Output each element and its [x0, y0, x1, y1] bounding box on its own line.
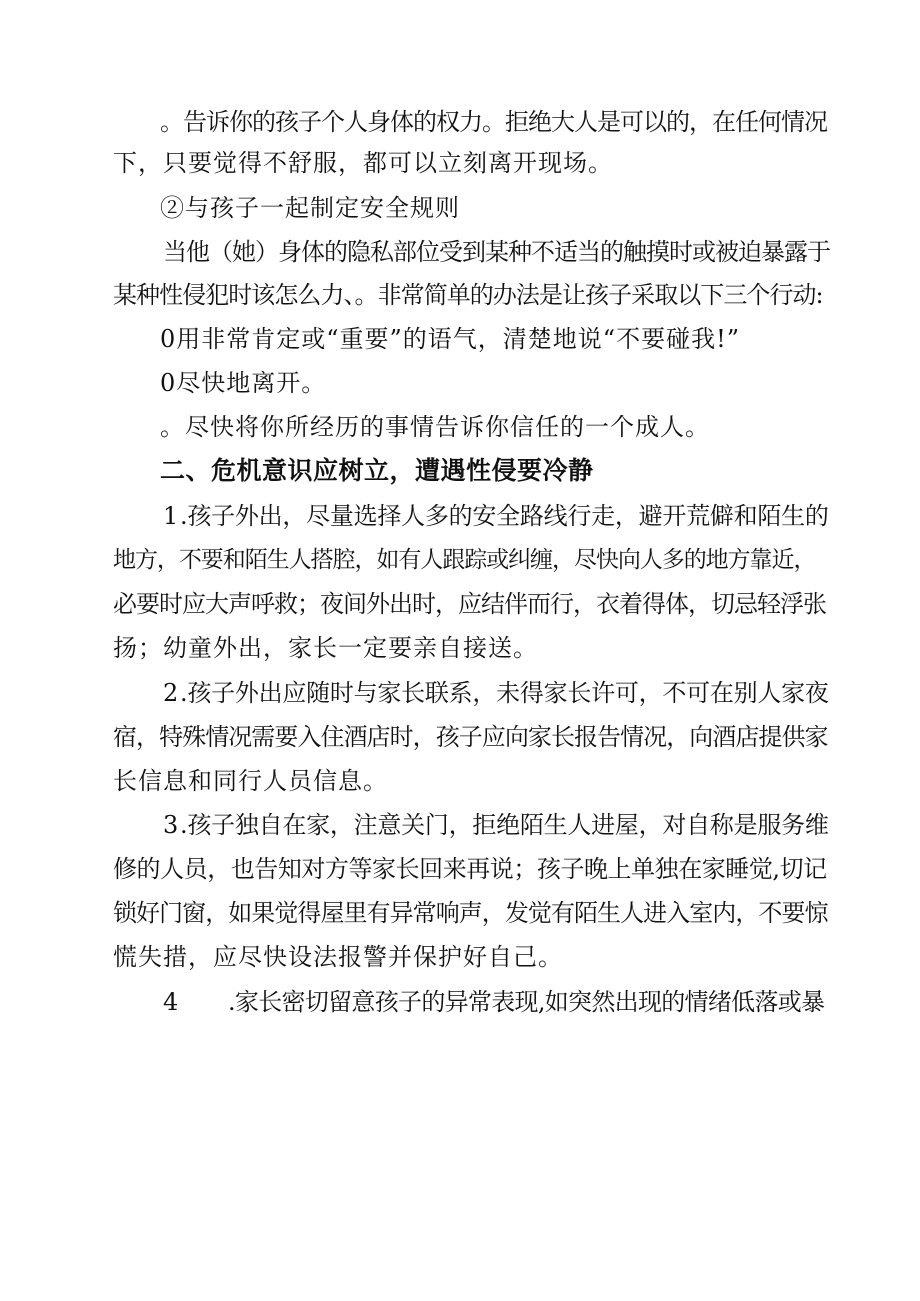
- item-2-line-2: 宿，特殊情况需要入住酒店时，孩子应向家长报告情况，向酒店提供家: [113, 723, 828, 751]
- item-2-line-1: .孩子外出应随时与家长联系，未得家长许可，不可在别人家夜: [180, 679, 829, 707]
- item-4-number: 4: [163, 988, 179, 1016]
- item-1-line-2: 地方，不要和陌生人搭腔，如有人跟踪或纠缠，尽快向人多的地方靠近，: [113, 547, 816, 573]
- item-3-line-1: .孩子独自在家，注意关门，拒绝陌生人进屋，对自称是服务维: [180, 811, 829, 839]
- item-1-number: 1: [163, 502, 179, 530]
- item-1-line-4: 扬；幼童外出，家长一定要亲自接送。: [113, 634, 538, 662]
- item-3-number: 3: [163, 811, 179, 839]
- paragraph-rights-line-1: 。告诉你的孩子个人身体的权力。拒绝大人是可以的，在任何情况: [160, 108, 827, 136]
- item-3-line-2: 修的人员，也告知对方等家长回来再说；孩子晚上单独在家睡觉,切记: [113, 855, 827, 883]
- rule-title: ②与孩子一起制定安全规则: [160, 194, 460, 222]
- item-2-number: 2: [163, 679, 179, 707]
- paragraph-situation-line-1: 当他（她）身体的隐私部位受到某种不适当的触摸时或被迫暴露于: [163, 238, 830, 266]
- item-3-line-3: 锁好门窗，如果觉得屋里有异常响声，发觉有陌生人进入室内，不要惊: [113, 899, 828, 927]
- item-1-line-1: .孩子外出，尽量选择人多的安全路线行走，避开荒僻和陌生的: [180, 502, 829, 530]
- item-3-line-4: 慌失措，应尽快设法报警并保护好自己。: [113, 943, 563, 971]
- section-heading: 二、危机意识应树立，遭遇性侵要冷静: [160, 456, 594, 485]
- action-item-1: 0用非常肯定或“重要”的语气，清楚地说“不要碰我!”: [160, 325, 740, 353]
- action-item-3: 。尽快将你所经历的事情告诉你信任的一个成人。: [160, 413, 710, 441]
- item-2-line-3: 长信息和同行人员信息。: [113, 767, 388, 795]
- item-1-line-3: 必要时应大声呼救；夜间外出时，应结伴而行，衣着得体，切忌轻浮张: [113, 590, 826, 618]
- item-4-line-1: .家长密切留意孩子的异常表现,如突然出现的情绪低落或暴: [228, 988, 825, 1016]
- paragraph-situation-line-2: 某种性侵犯时该怎么力、。非常简单的办法是让孩子采取以下三个行动:: [113, 281, 823, 309]
- paragraph-rights-line-2: 下，只要觉得不舒服，都可以立刻离开现场。: [113, 149, 613, 177]
- action-item-2: 0尽快地离开。: [160, 369, 327, 397]
